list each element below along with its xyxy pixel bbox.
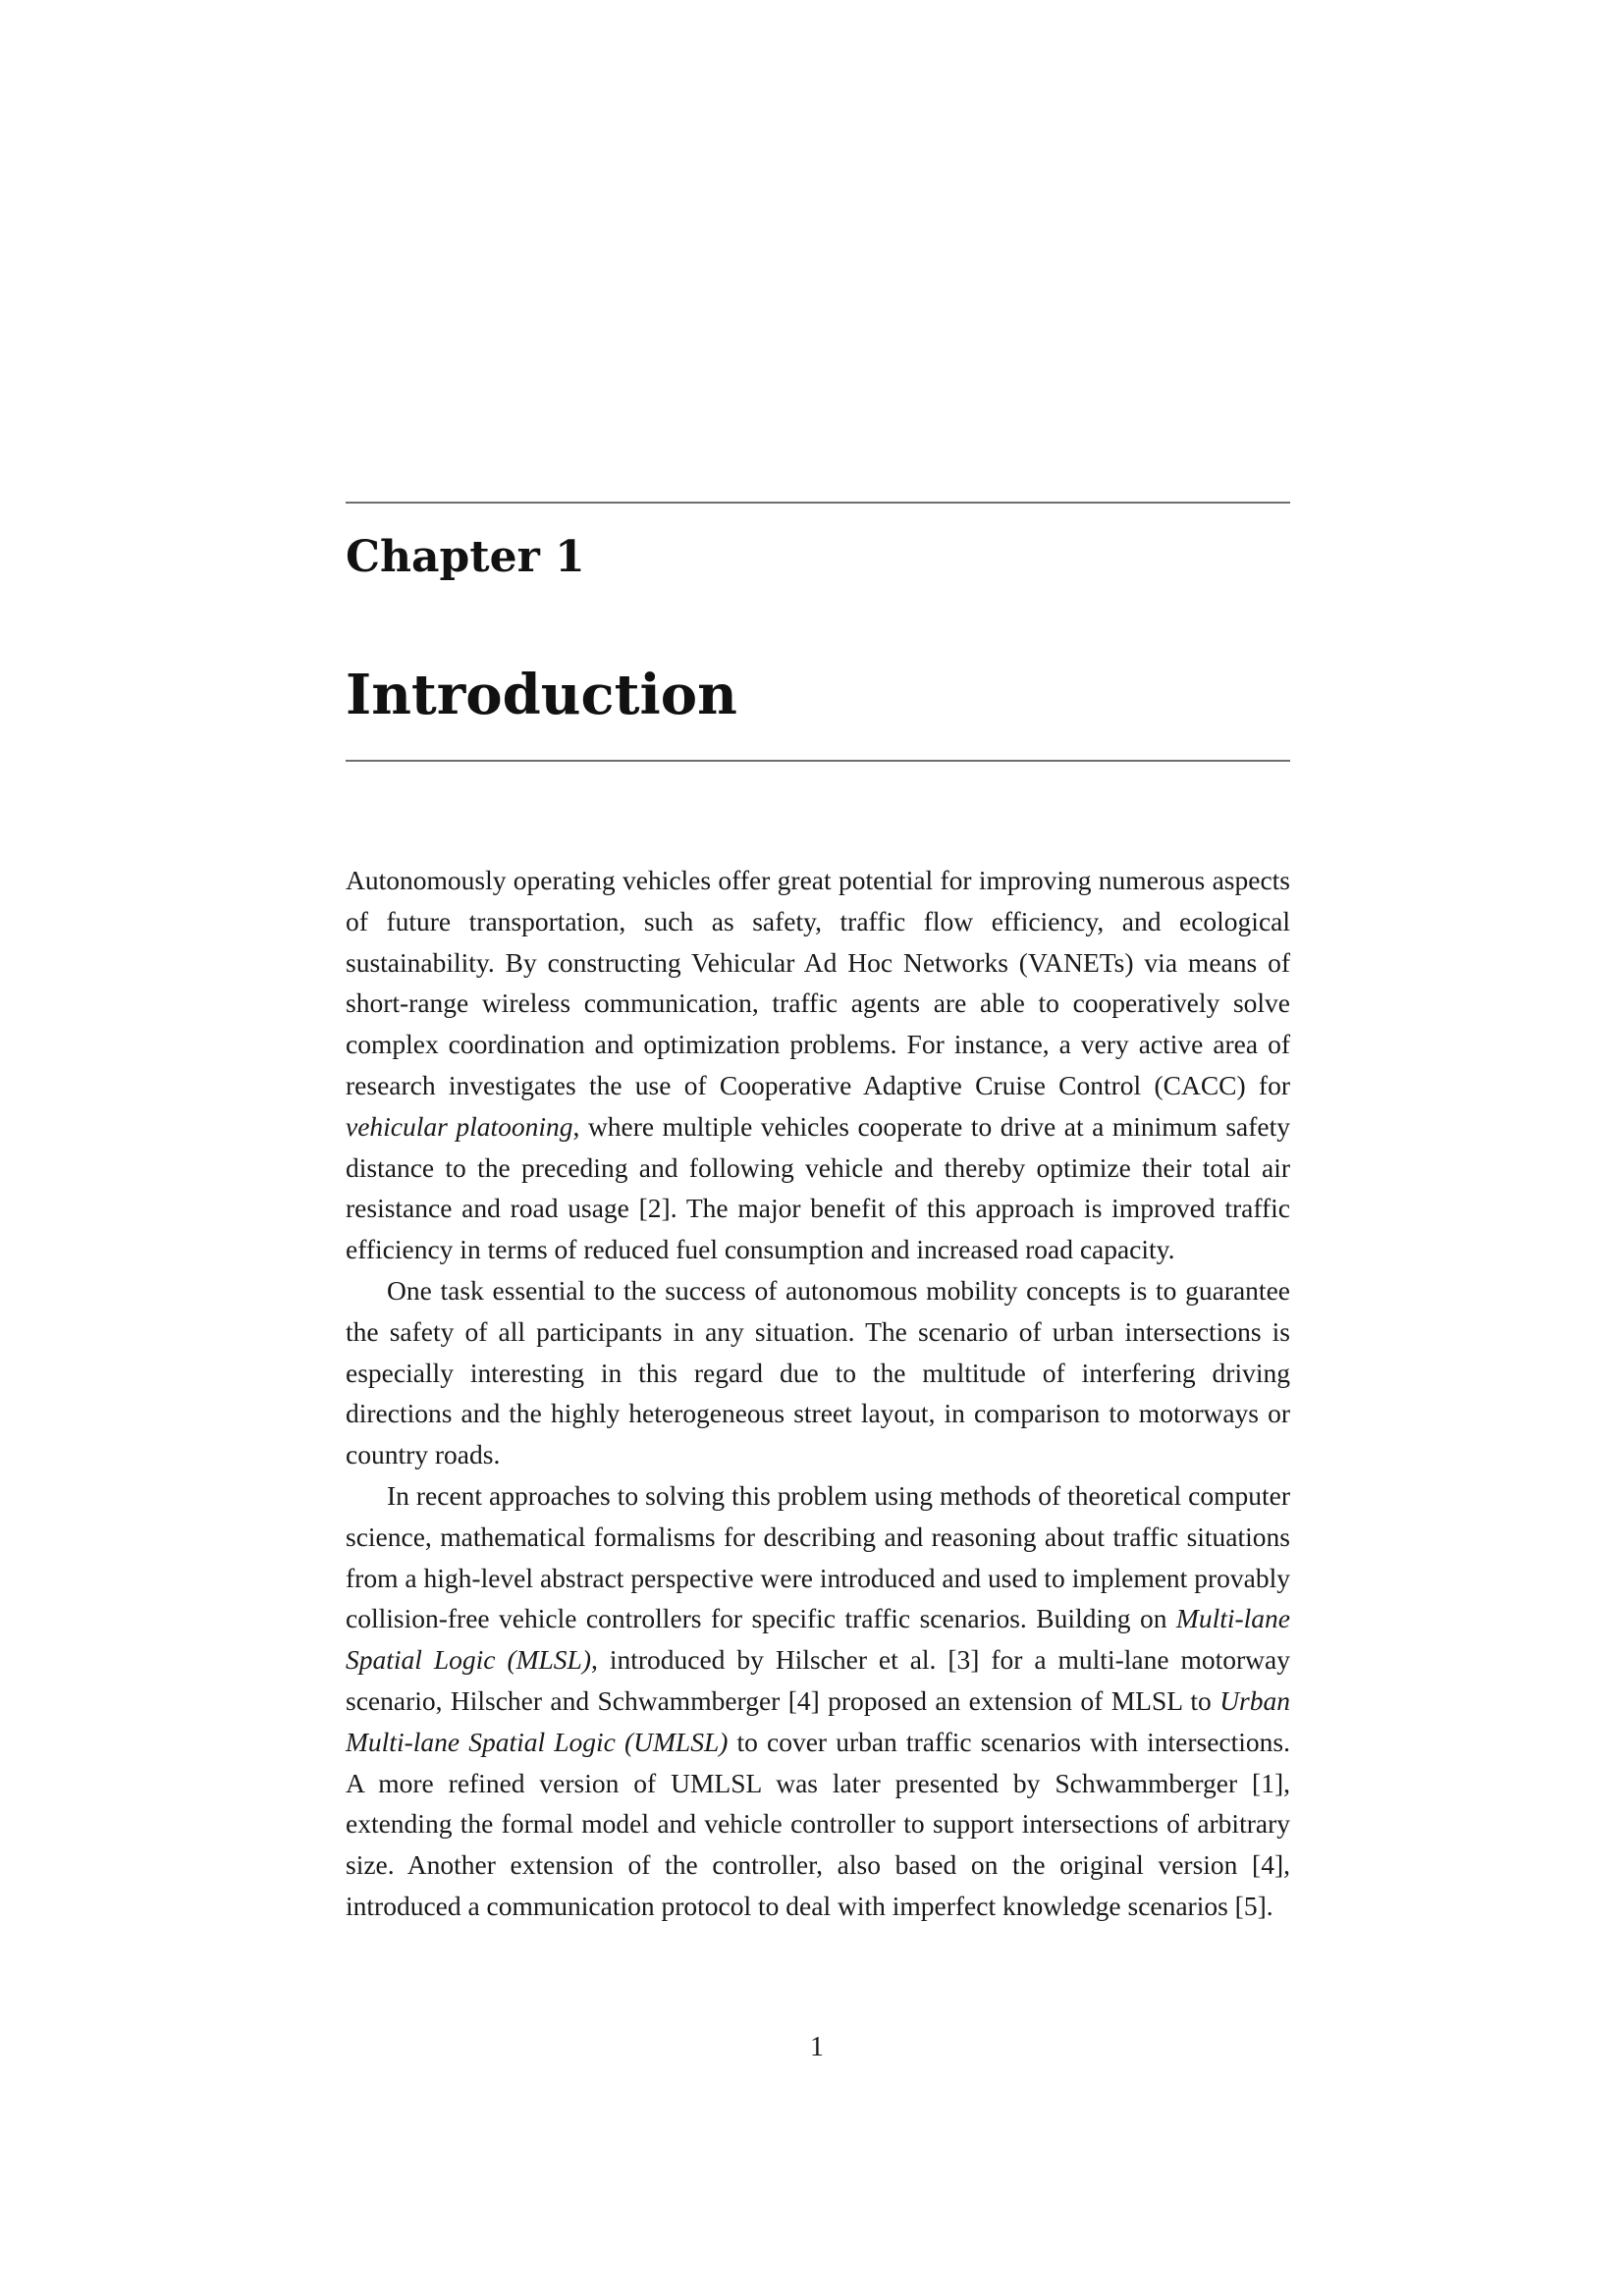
chapter-title: Introduction xyxy=(346,663,737,727)
paragraph-text: to cover urban traffic scenarios with intersections. A more refined version of UMLSL was later presented by Schwammberger [1], extending the formal model and vehicle controller to support intersections of arbitrary size. Another extension of the controller, also based on the original version [4], introduced a communication protocol to deal with imperfect knowledge scenarios [5]. xyxy=(346,1726,1290,1921)
emphasis-term: Urban Multi-lane Spatial Logic (UMLSL) xyxy=(346,1684,1290,1757)
paragraph-text: , where multiple vehicles cooperate to drive at a minimum safety distance to the preceding and following vehicle and thereby optimize their total air resistance and road usage [2]. The major benefit of this approach is improved traffic efficiency in terms of reduced fuel consumption and increased road capacity. xyxy=(346,1110,1290,1265)
chapter-bottom-rule xyxy=(346,760,1290,762)
body-text xyxy=(346,860,1290,1927)
paragraph-text: Autonomously operating vehicles offer great potential for improving numerous aspects of future transportation, such as safety, traffic flow efficiency, and ecological sustainability. By constructing Vehicular Ad Hoc Networks (VANETs) via means of short-range wireless communication, traffic agents are able to cooperatively solve complex coordination and optimization problems. For instance, a very active area of research investigates the use of Cooperative Adaptive Cruise Control (CACC) for xyxy=(346,865,1290,1100)
paragraph-text: In recent approaches to solving this problem using methods of theoretical computer science, mathematical formalisms for describing and reasoning about traffic situations from a high-level abstract perspective were introduced and used to implement provably collision-free vehicle controllers for specific traffic scenarios. Building on xyxy=(346,1479,1290,1634)
chapter-label: Chapter 1 xyxy=(346,532,585,582)
emphasis-term: Multi-lane Spatial Logic (MLSL) xyxy=(346,1603,1290,1676)
paragraph-3 xyxy=(346,1475,1290,1927)
page-number: 1 xyxy=(810,2032,824,2062)
paragraph-2 xyxy=(346,1270,1290,1475)
paragraph-text: One task essential to the success of autonomous mobility concepts is to guarantee the safety of all participants in any situation. The scenario of urban intersections is especially interesting in this regard due to the multitude of interfering driving directions and the highly heterogeneous street layout, in comparison to motorways or country roads. xyxy=(346,1274,1290,1470)
paragraph-text: , introduced by Hilscher et al. [3] for a multi-lane motorway scenario, Hilscher and Schwammberger [4] proposed an extension of MLSL to xyxy=(346,1644,1290,1716)
chapter-top-rule xyxy=(346,502,1290,504)
emphasis-term: vehicular platooning xyxy=(346,1110,573,1142)
paragraph-1 xyxy=(346,860,1290,1270)
